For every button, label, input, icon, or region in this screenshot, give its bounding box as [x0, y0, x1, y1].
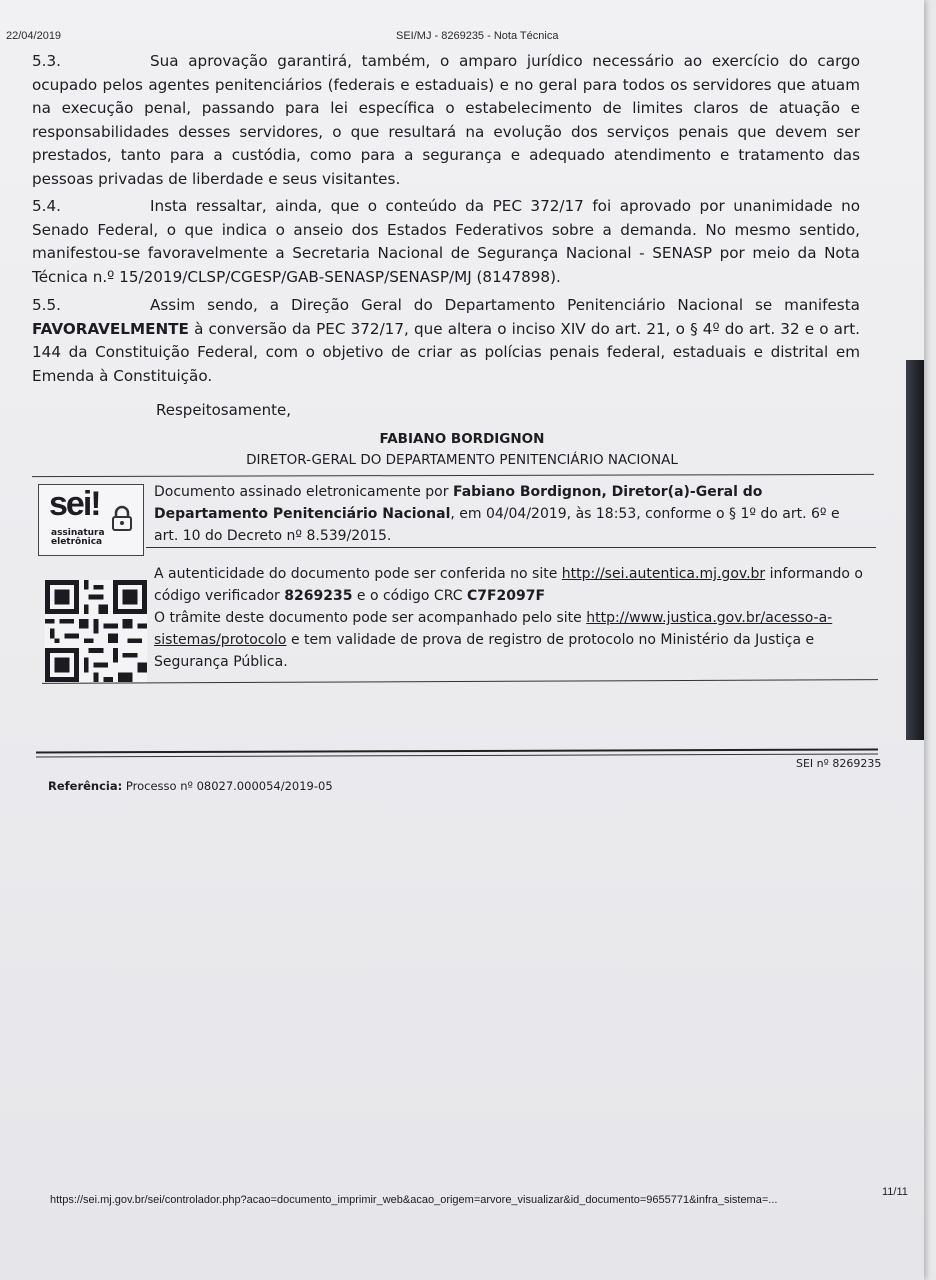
crc-code: C7F2097F: [466, 588, 546, 604]
divider: [36, 754, 878, 758]
sei-electronic-signature-seal: [38, 484, 144, 556]
paragraph-text: Insta ressaltar, ainda, que o conteúdo da PEC 372/17 foi aprovado por unanimidade no Senado Federal, o que indica o anseio dos Estados Federativos sobre a demanda. No mesmo sentido, manifestou-se favoravelmente a Secretaria Nacional de Segurança Nacional - SENASP por meio da Nota Técnica n.º 15/2019/CLSP/CGESP/GAB-SENASP/SENASP/MJ (8147898).: [32, 197, 860, 286]
divider: [146, 547, 876, 548]
paragraph-text-cont: à conversão da PEC 372/17, que altera o inciso XIV do art. 21, o § 4º do art. 32 e o art. 144 da Constituição Federal, com o objetivo de criar as polícias penais federal, estaduais e distrital em Emenda à Constituição.: [32, 319, 860, 385]
divider: [36, 749, 878, 754]
background-edge: [906, 360, 924, 740]
paragraph-number: 5.3.: [32, 52, 61, 70]
paragraph-text: Assim sendo, a Direção Geral do Departamento Penitenciário Nacional se manifesta: [150, 296, 860, 314]
print-date: 22/04/2019: [6, 30, 62, 42]
paragraph-emphasis: FAVORAVELMENTE: [32, 319, 189, 338]
signatory-name: FABIANO BORDIGNON: [379, 431, 545, 447]
paragraph-5-4: [32, 195, 860, 289]
authenticity-link[interactable]: http://sei.autentica.mj.gov.br: [561, 566, 766, 582]
page-count: 11/11: [882, 1186, 908, 1198]
process-reference: Referência: Processo nº 08027.000054/2019-05: [48, 779, 333, 793]
paragraph-5-3: [32, 50, 860, 191]
lock-icon: [111, 505, 133, 531]
sei-logo: sei!: [49, 485, 100, 523]
qr-code: [44, 580, 148, 682]
print-url: https://sei.mj.gov.br/sei/controlador.php?acao=documento_imprimir_web&acao_origem=arvore_visualizar&id_documento=9655771&infra_sistema=...: [50, 1194, 778, 1206]
electronic-signature-text: Documento assinado eletronicamente por Fabiano Bordignon, Diretor(a)-Geral do Departamento Penitenciário Nacional, em 04/04/2019, às 18:53, conforme o § 1º do art. 6º e art. 10 do Decreto nº 8.539/2015.: [154, 484, 840, 544]
paragraph-5-5: [32, 294, 860, 388]
verifier-code: 8269235: [284, 588, 353, 604]
authenticity-text: A autenticidade do documento pode ser conferida no site http://sei.autentica.mj.gov.br informando o código verificador 8269235 e o código CRC C7F2097F O trâmite deste documento pode ser acompanhado pelo site http://www.justica.gov.br/acesso-a-sistemas/protocolo e tem validade de prova de registro de protocolo no Ministério da Justiça e Segurança Pública.: [154, 566, 863, 670]
sei-number: SEI nº 8269235: [796, 757, 882, 770]
tracking-link[interactable]: http://www.justica.gov.br/acesso-a-sistemas/protocolo: [154, 610, 833, 648]
paragraph-number: 5.5.: [32, 296, 61, 314]
seal-caption: assinatura eletrônica: [51, 528, 105, 547]
paragraph-number: 5.4.: [32, 197, 61, 215]
paragraph-text: Sua aprovação garantirá, também, o amparo jurídico necessário ao exercício do cargo ocupado pelos agentes penitenciários (federais e estaduais) e no geral para todos os servidores que atuam na execução penal, passando para lei específica o estabelecimento de limites claros de atuação e responsabilidades desses servidores, o que resultará na evolução dos serviços penais que devem ser prestados, tanto para a custódia, como para a segurança e adequado atendimento e tratamento das pessoas privadas de liberdade e seus visitantes.: [32, 52, 860, 188]
signatory-role: DIRETOR-GERAL DO DEPARTAMENTO PENITENCIÁRIO NACIONAL: [246, 452, 678, 468]
signer-name: Fabiano Bordignon, Diretor(a)-Geral do Departamento Penitenciário Nacional: [154, 484, 763, 522]
closing-salutation: Respeitosamente,: [156, 401, 291, 419]
doc-title-header: SEI/MJ - 8269235 - Nota Técnica: [396, 30, 559, 42]
divider: [32, 474, 874, 477]
divider: [42, 679, 878, 684]
